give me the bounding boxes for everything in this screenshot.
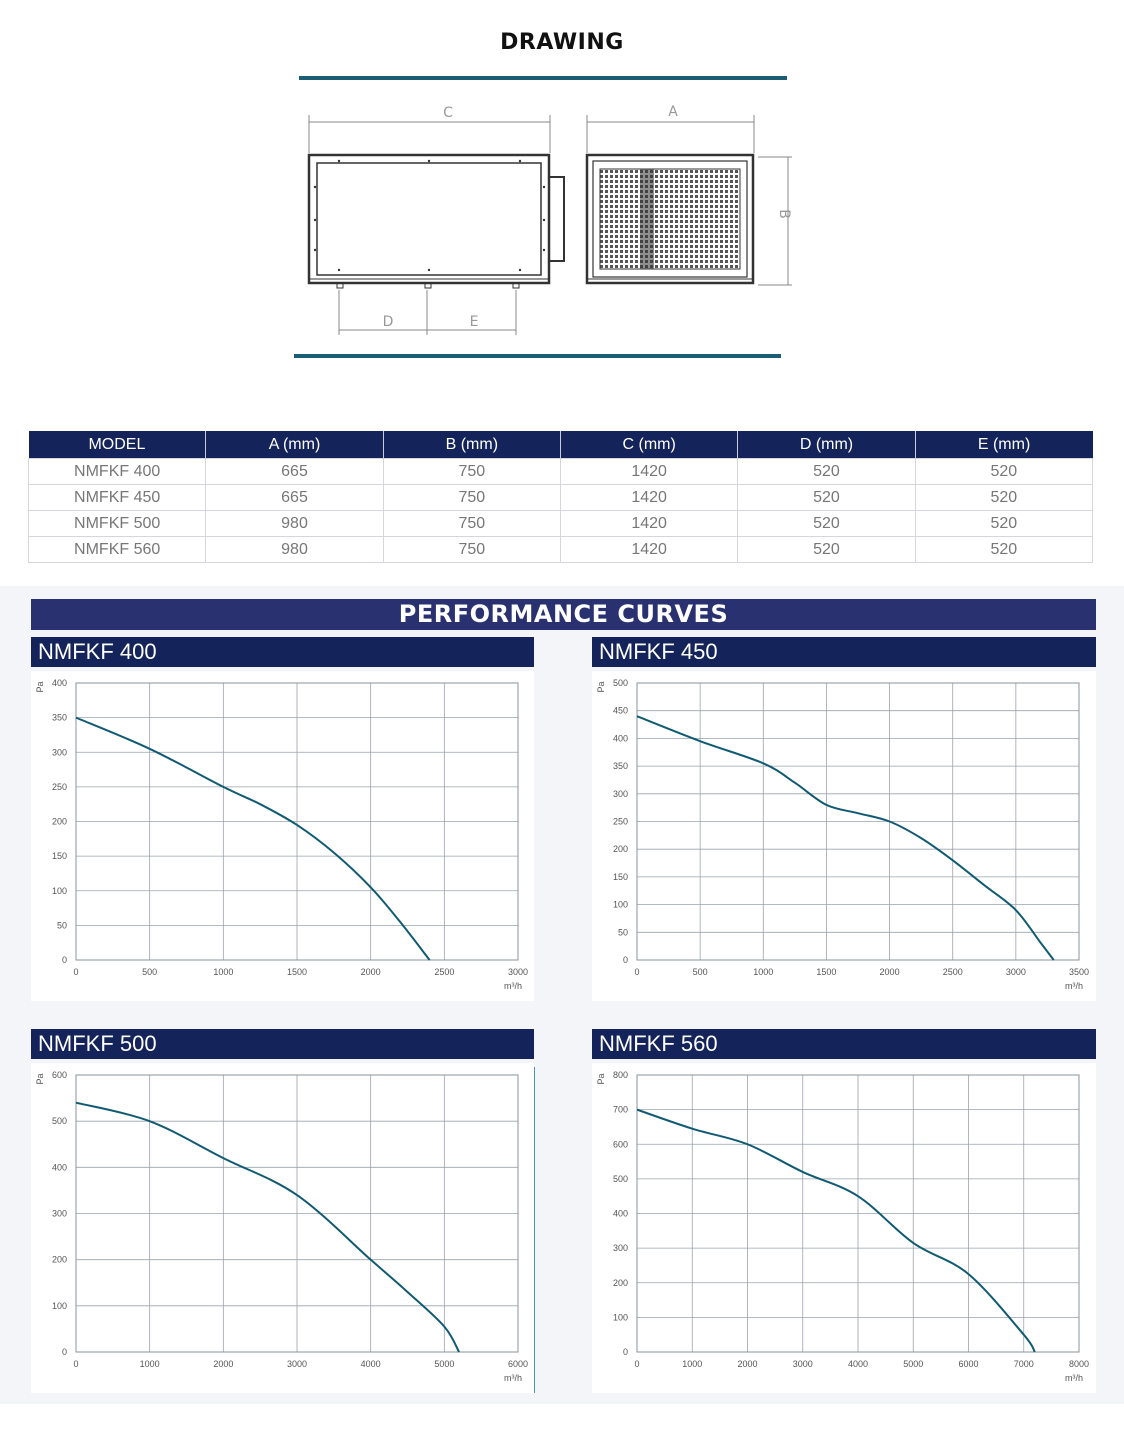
x-tick-label: 2000 — [879, 967, 900, 977]
chart-title-nmfkf-450: NMFKF 450 — [592, 637, 1096, 667]
drawing-bottom-rule — [294, 354, 781, 358]
y-tick-label: 250 — [612, 816, 628, 827]
y-tick-label: 600 — [51, 1070, 67, 1080]
x-tick-label: 1500 — [286, 967, 308, 977]
column-header: MODEL — [29, 431, 206, 459]
column-header: E (mm) — [915, 431, 1092, 459]
table-cell: 665 — [206, 459, 383, 485]
table-cell: 1420 — [560, 485, 737, 511]
y-tick-label: 0 — [61, 1347, 67, 1357]
x-axis-label: m³/h — [1065, 981, 1083, 991]
x-tick-label: 2000 — [737, 1359, 758, 1369]
table-cell: 520 — [915, 537, 1092, 563]
y-tick-label: 200 — [51, 816, 67, 827]
x-tick-label: 2500 — [434, 967, 455, 977]
y-tick-label: 100 — [51, 1300, 67, 1311]
y-tick-label: 100 — [612, 899, 628, 910]
y-tick-label: 0 — [622, 1347, 628, 1357]
x-tick-label: 3000 — [792, 1359, 813, 1369]
table-cell: NMFKF 560 — [29, 537, 206, 563]
table-cell: 520 — [738, 485, 915, 511]
y-tick-label: 300 — [612, 1243, 628, 1254]
x-tick-label: 1000 — [139, 1359, 160, 1369]
y-tick-label: 300 — [51, 1208, 67, 1219]
x-tick-label: 0 — [73, 1359, 79, 1369]
table-cell: 750 — [383, 459, 560, 485]
chart-title-nmfkf-560: NMFKF 560 — [592, 1029, 1096, 1059]
x-tick-label: 3500 — [1068, 967, 1090, 977]
y-tick-label: 500 — [612, 1173, 628, 1184]
drawing-title: DRAWING — [500, 30, 624, 55]
y-tick-label: 400 — [51, 678, 67, 688]
table-cell: 1420 — [560, 537, 737, 563]
x-tick-label: 0 — [634, 967, 640, 977]
y-tick-label: 100 — [612, 1312, 628, 1323]
x-tick-label: 2000 — [360, 967, 381, 977]
x-tick-label: 4000 — [847, 1359, 869, 1369]
table-row — [29, 511, 1093, 537]
side-view — [309, 155, 564, 288]
x-tick-label: 2000 — [213, 1359, 234, 1369]
table-row — [29, 459, 1093, 485]
table-cell: 520 — [915, 459, 1092, 485]
x-axis-label: m³/h — [1065, 1373, 1083, 1383]
table-header-row — [29, 431, 1093, 459]
table-cell: 520 — [915, 485, 1092, 511]
table-cell: 980 — [206, 511, 383, 537]
table-cell: 750 — [383, 511, 560, 537]
x-tick-label: 3000 — [1005, 967, 1026, 977]
table-row — [29, 537, 1093, 563]
x-tick-label: 1000 — [682, 1359, 703, 1369]
dim-label-b: B — [776, 209, 792, 219]
column-header: D (mm) — [738, 431, 915, 459]
dim-label-c: C — [443, 105, 453, 121]
chart-nmfkf-450 — [592, 671, 1096, 1001]
table-cell: NMFKF 400 — [29, 459, 206, 485]
y-tick-label: 400 — [612, 733, 628, 744]
x-tick-label: 4000 — [360, 1359, 381, 1369]
y-tick-label: 450 — [612, 705, 628, 716]
x-tick-label: 0 — [73, 967, 79, 977]
x-tick-label: 2500 — [942, 967, 963, 977]
x-tick-label: 1000 — [753, 967, 774, 977]
chart-nmfkf-560 — [592, 1063, 1096, 1393]
y-tick-label: 700 — [612, 1104, 628, 1115]
x-tick-label: 8000 — [1068, 1359, 1090, 1369]
table-cell: 520 — [738, 511, 915, 537]
y-tick-label: 0 — [61, 955, 67, 965]
y-tick-label: 200 — [612, 844, 628, 855]
y-tick-label: 150 — [612, 871, 628, 882]
x-tick-label: 1500 — [816, 967, 837, 977]
y-tick-label: 50 — [56, 920, 67, 931]
table-cell: NMFKF 450 — [29, 485, 206, 511]
table-cell: 750 — [383, 485, 560, 511]
y-tick-label: 50 — [617, 927, 628, 938]
technical-drawing — [280, 95, 820, 345]
y-axis-label: Pa — [596, 1073, 606, 1085]
y-tick-label: 350 — [51, 712, 67, 723]
dimensions-table — [28, 431, 1093, 563]
performance-curve — [76, 718, 430, 960]
table-cell: 1420 — [560, 511, 737, 537]
y-tick-label: 200 — [612, 1277, 628, 1288]
y-tick-label: 150 — [51, 851, 67, 862]
dim-label-e: E — [469, 314, 479, 330]
table-cell: 520 — [738, 459, 915, 485]
performance-curve — [76, 1103, 459, 1352]
x-tick-label: 6000 — [507, 1359, 529, 1369]
x-tick-label: 1000 — [213, 967, 234, 977]
x-tick-label: 7000 — [1013, 1359, 1034, 1369]
table-cell: NMFKF 500 — [29, 511, 206, 537]
chart-nmfkf-400 — [31, 671, 534, 1001]
y-tick-label: 600 — [612, 1139, 628, 1150]
table-cell: 980 — [206, 537, 383, 563]
y-tick-label: 100 — [51, 885, 67, 896]
chart-title-nmfkf-400: NMFKF 400 — [31, 637, 534, 667]
y-tick-label: 350 — [612, 761, 628, 772]
column-header: C (mm) — [560, 431, 737, 459]
y-tick-label: 200 — [51, 1254, 67, 1265]
table-cell: 750 — [383, 537, 560, 563]
x-tick-label: 5000 — [903, 1359, 924, 1369]
drawing-top-rule — [299, 76, 787, 80]
y-axis-label: Pa — [35, 681, 45, 693]
x-tick-label: 6000 — [958, 1359, 979, 1369]
y-axis-label: Pa — [35, 1073, 45, 1085]
y-tick-label: 800 — [612, 1070, 628, 1080]
x-tick-label: 500 — [142, 967, 158, 977]
y-axis-label: Pa — [596, 681, 606, 693]
dim-label-d: D — [382, 314, 394, 330]
y-tick-label: 300 — [51, 747, 67, 758]
x-axis-label: m³/h — [504, 981, 522, 991]
table-row — [29, 485, 1093, 511]
x-tick-label: 5000 — [434, 1359, 455, 1369]
x-tick-label: 0 — [634, 1359, 640, 1369]
performance-curve — [637, 1110, 1035, 1352]
y-tick-label: 500 — [612, 678, 628, 688]
chart-title-nmfkf-500: NMFKF 500 — [31, 1029, 534, 1059]
y-tick-label: 400 — [612, 1208, 628, 1219]
y-tick-label: 400 — [51, 1162, 67, 1173]
dim-label-a: A — [668, 104, 678, 120]
chart-nmfkf-500 — [31, 1063, 534, 1393]
x-tick-label: 3000 — [286, 1359, 308, 1369]
x-axis-label: m³/h — [504, 1373, 522, 1383]
y-tick-label: 0 — [622, 955, 628, 965]
y-tick-label: 300 — [612, 788, 628, 799]
panel-divider — [534, 1067, 535, 1393]
table-cell: 665 — [206, 485, 383, 511]
column-header: B (mm) — [383, 431, 560, 459]
x-tick-label: 3000 — [507, 967, 529, 977]
performance-curve — [637, 716, 1054, 960]
column-header: A (mm) — [206, 431, 383, 459]
performance-title: PERFORMANCE CURVES — [31, 599, 1096, 630]
y-tick-label: 500 — [51, 1116, 67, 1127]
table-cell: 520 — [915, 511, 1092, 537]
y-tick-label: 250 — [51, 781, 67, 792]
table-cell: 520 — [738, 537, 915, 563]
front-view — [587, 155, 753, 283]
x-tick-label: 500 — [692, 967, 708, 977]
table-cell: 1420 — [560, 459, 737, 485]
